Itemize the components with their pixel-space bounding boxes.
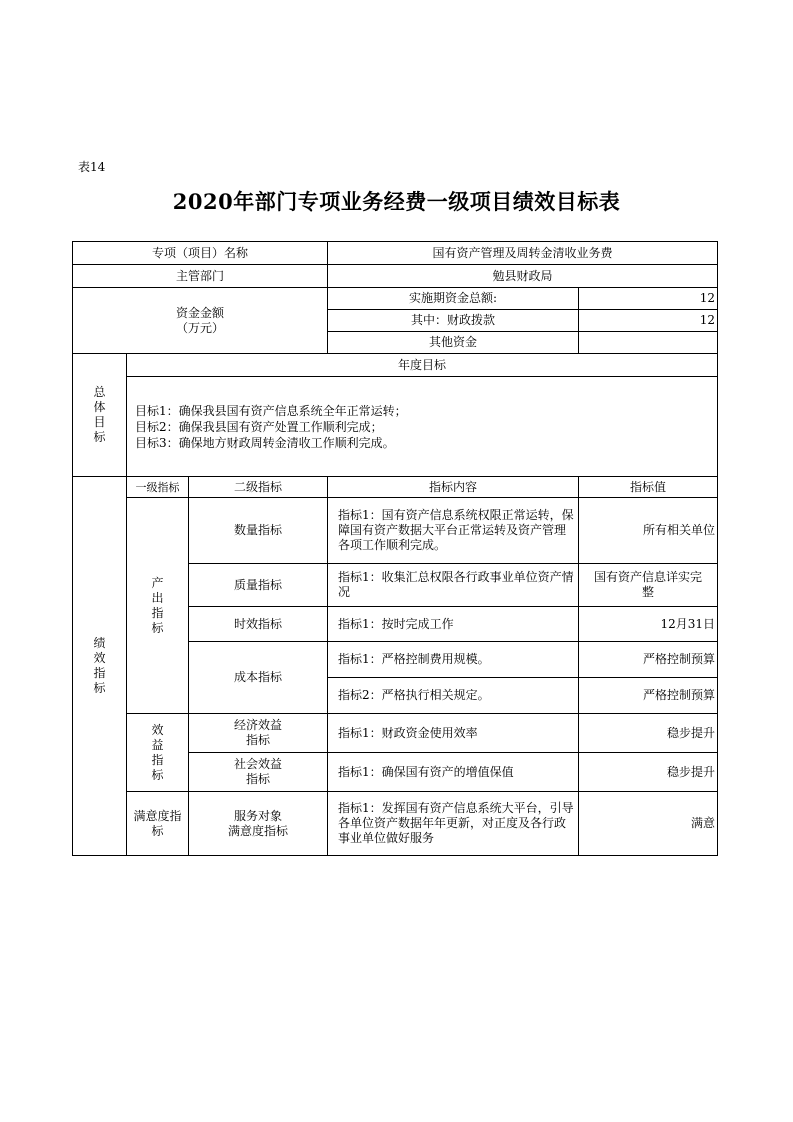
header-level2: 二级指标 xyxy=(189,477,328,498)
project-name-label: 专项（项目）名称 xyxy=(73,242,328,265)
social-benefit-content: 指标1：确保国有资产的增值保值 xyxy=(328,753,579,792)
quality-indicator-name: 质量指标 xyxy=(189,564,328,607)
social-benefit-name xyxy=(189,753,328,792)
timeliness-indicator-name: 时效指标 xyxy=(189,607,328,642)
label-char: 标 xyxy=(151,620,164,635)
benefit-indicator-label xyxy=(127,714,189,792)
label-char: 目 xyxy=(93,415,106,429)
satisfaction-indicator-value: 满意 xyxy=(579,792,718,856)
economic-benefit-value: 稳步提升 xyxy=(579,714,718,753)
social-benefit-name-line1: 社会效益 xyxy=(233,757,282,771)
satisfaction-indicator-label xyxy=(127,792,189,856)
annual-goal-header: 年度目标 xyxy=(127,354,718,377)
header-level1: 一级指标 xyxy=(127,477,189,498)
satisfaction-indicator-content: 指标1：发挥国有资产信息系统大平台，引导各单位资产数据年年更新，对正度及各行政事业单位做好服务 xyxy=(328,792,579,856)
label-char: 标 xyxy=(151,767,164,782)
social-benefit-value: 稳步提升 xyxy=(579,753,718,792)
economic-benefit-content: 指标1：财政资金使用效率 xyxy=(328,714,579,753)
header-content: 指标内容 xyxy=(328,477,579,498)
label-char: 益 xyxy=(151,737,164,752)
label-char: 体 xyxy=(93,400,106,414)
fund-other-value xyxy=(579,332,718,354)
quantity-indicator-content: 指标1：国有资产信息系统权限正常运转，保障国有资产数据大平台正常运转及资产管理各项工作顺利完成。 xyxy=(328,498,579,564)
social-benefit-name-line2: 指标 xyxy=(245,772,270,786)
cost-indicator-value-1: 严格控制预算 xyxy=(579,642,718,678)
satisfaction-label-line1: 满意度指 xyxy=(133,808,182,823)
quantity-indicator-name: 数量指标 xyxy=(189,498,328,564)
timeliness-indicator-value: 12月31日 xyxy=(579,607,718,642)
quantity-indicator-value: 所有相关单位 xyxy=(579,498,718,564)
fund-other-label: 其他资金 xyxy=(328,332,579,354)
economic-benefit-name xyxy=(189,714,328,753)
overall-goal-label xyxy=(73,354,127,477)
cost-indicator-content-2: 指标2：严格执行相关规定。 xyxy=(328,678,579,714)
fund-amount-label-line2: （万元） xyxy=(175,320,224,335)
cost-indicator-value-2: 严格控制预算 xyxy=(579,678,718,714)
satisfaction-indicator-name xyxy=(189,792,328,856)
label-char: 指 xyxy=(151,752,164,767)
satisfaction-name-line2: 满意度指标 xyxy=(227,823,288,838)
economic-benefit-name-line2: 指标 xyxy=(245,733,270,747)
page-title: 2020年部门专项业务经费一级项目绩效目标表 xyxy=(172,189,621,214)
label-char: 产 xyxy=(151,575,164,590)
performance-target-table xyxy=(72,241,718,856)
cost-indicator-name: 成本指标 xyxy=(189,642,328,714)
quality-value-line1: 国有资产信息详实完 xyxy=(594,570,703,584)
satisfaction-name-line1: 服务对象 xyxy=(233,808,282,823)
department-label: 主管部门 xyxy=(73,265,328,288)
timeliness-indicator-content: 指标1：按时完成工作 xyxy=(328,607,579,642)
label-char: 指 xyxy=(93,666,106,680)
project-name-value: 国有资产管理及周转金清收业务费 xyxy=(328,242,718,265)
quality-value-line2: 整 xyxy=(642,585,655,599)
header-value: 指标值 xyxy=(579,477,718,498)
economic-benefit-name-line1: 经济效益 xyxy=(233,718,282,732)
label-char: 绩 xyxy=(93,636,106,650)
label-char: 标 xyxy=(93,681,106,695)
goal-item: 目标1：确保我县国有资产信息系统全年正常运转； xyxy=(135,403,407,418)
label-char: 总 xyxy=(93,385,106,399)
goal-item: 目标2：确保我县国有资产处置工作顺利完成； xyxy=(135,419,383,434)
annual-goal-list xyxy=(127,377,718,477)
output-indicator-label xyxy=(127,498,189,714)
label-char: 标 xyxy=(93,430,106,444)
label-char: 指 xyxy=(151,605,164,620)
goal-item: 目标3：确保地方财政周转金清收工作顺利完成。 xyxy=(135,435,395,450)
cost-indicator-content-1: 指标1：严格控制费用规模。 xyxy=(328,642,579,678)
fund-fiscal-value: 12 xyxy=(579,310,718,332)
fund-total-label: 实施期资金总额: xyxy=(328,288,579,310)
fund-total-value: 12 xyxy=(579,288,718,310)
fund-amount-label xyxy=(73,288,328,354)
label-char: 效 xyxy=(93,651,106,665)
department-value: 勉县财政局 xyxy=(328,265,718,288)
label-char: 效 xyxy=(151,722,164,737)
performance-indicator-label xyxy=(73,477,127,856)
quality-indicator-content: 指标1：收集汇总权限各行政事业单位资产情况 xyxy=(328,564,579,607)
label-char: 出 xyxy=(151,590,164,605)
fund-fiscal-label: 其中：财政拨款 xyxy=(328,310,579,332)
quality-indicator-value xyxy=(579,564,718,607)
table-number: 表14 xyxy=(78,160,106,174)
satisfaction-label-line2: 标 xyxy=(151,823,164,838)
fund-amount-label-line1: 资金金额 xyxy=(175,305,224,320)
